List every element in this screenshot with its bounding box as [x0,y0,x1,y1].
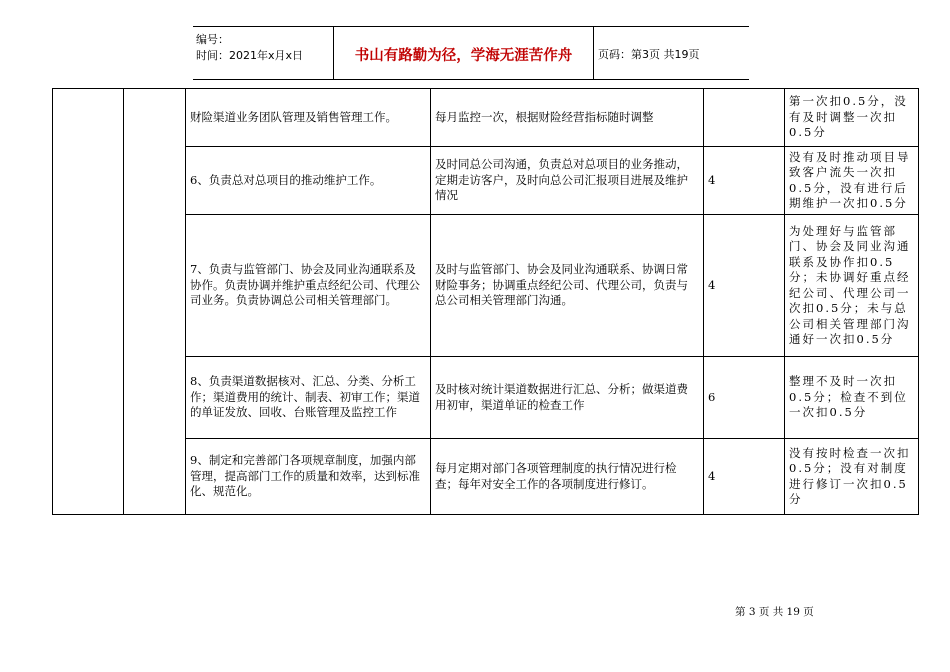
item-cell: 6、负责总对总项目的推动维护工作。 [186,147,431,215]
standard-cell: 及时同总公司沟通，负责总对总项目的业务推动，定期走访客户，及时向总公司汇报项目进展及维护情况 [431,147,704,215]
standard-cell: 每月监控一次，根据财险经营指标随时调整 [431,89,704,147]
header-page-label: 页码：第3页 共19页 [598,48,700,61]
item-cell: 财险渠道业务团队管理及销售管理工作。 [186,89,431,147]
category-cell [53,89,124,515]
page-header [193,26,749,80]
header-meta-cell [193,27,334,79]
subcategory-cell [124,89,186,515]
deduction-cell: 为处理好与监管部门、协会及同业沟通联系及协作扣0.5分；未协调好重点经纪公司、代理公司一次扣0.5分；未与总公司相关管理部门沟通好一次扣0.5分 [785,215,919,357]
doc-time-label: 时间：2021年x月x日 [196,49,304,62]
item-cell: 9、制定和完善部门各项规章制度，加强内部管理，提高部门工作的质量和效率，达到标准化、规范化。 [186,439,431,515]
score-cell [704,89,785,147]
standard-cell: 每月定期对部门各项管理制度的执行情况进行检查；每年对安全工作的各项制度进行修订。 [431,439,704,515]
score-cell: 6 [704,357,785,439]
standard-cell: 及时核对统计渠道数据进行汇总、分析；做渠道费用初审，渠道单证的检查工作 [431,357,704,439]
kpi-table [52,88,919,515]
item-cell: 8、负责渠道数据核对、汇总、分类、分析工作；渠道费用的统计、制表、初审工作；渠道的单证发放、回收、台账管理及监控工作 [186,357,431,439]
deduction-cell: 整理不及时一次扣0.5分；检查不到位一次扣0.5分 [785,357,919,439]
standard-cell: 及时与监管部门、协会及同业沟通联系、协调日常财险事务；协调重点经纪公司、代理公司，负责与总公司相关管理部门沟通。 [431,215,704,357]
header-motto-cell [334,27,594,79]
item-cell: 7、负责与监管部门、协会及同业沟通联系及协作。负责协调并维护重点经纪公司、代理公司业务。负责协调总公司相关管理部门。 [186,215,431,357]
page-footer: 第 3 页 共 19 页 [735,606,814,618]
header-motto: 书山有路勤为径，学海无涯苦作舟 [354,48,573,64]
header-page-cell [594,27,749,79]
score-cell: 4 [704,439,785,515]
doc-code-label: 编号： [196,33,229,46]
deduction-cell: 没有及时推动项目导致客户流失一次扣0.5分，没有进行后期维护一次扣0.5分 [785,147,919,215]
deduction-cell: 没有按时检查一次扣0.5分；没有对制度进行修订一次扣0.5分 [785,439,919,515]
score-cell: 4 [704,147,785,215]
score-cell: 4 [704,215,785,357]
table-row [53,89,919,147]
deduction-cell: 第一次扣0.5分，没有及时调整一次扣0.5分 [785,89,919,147]
